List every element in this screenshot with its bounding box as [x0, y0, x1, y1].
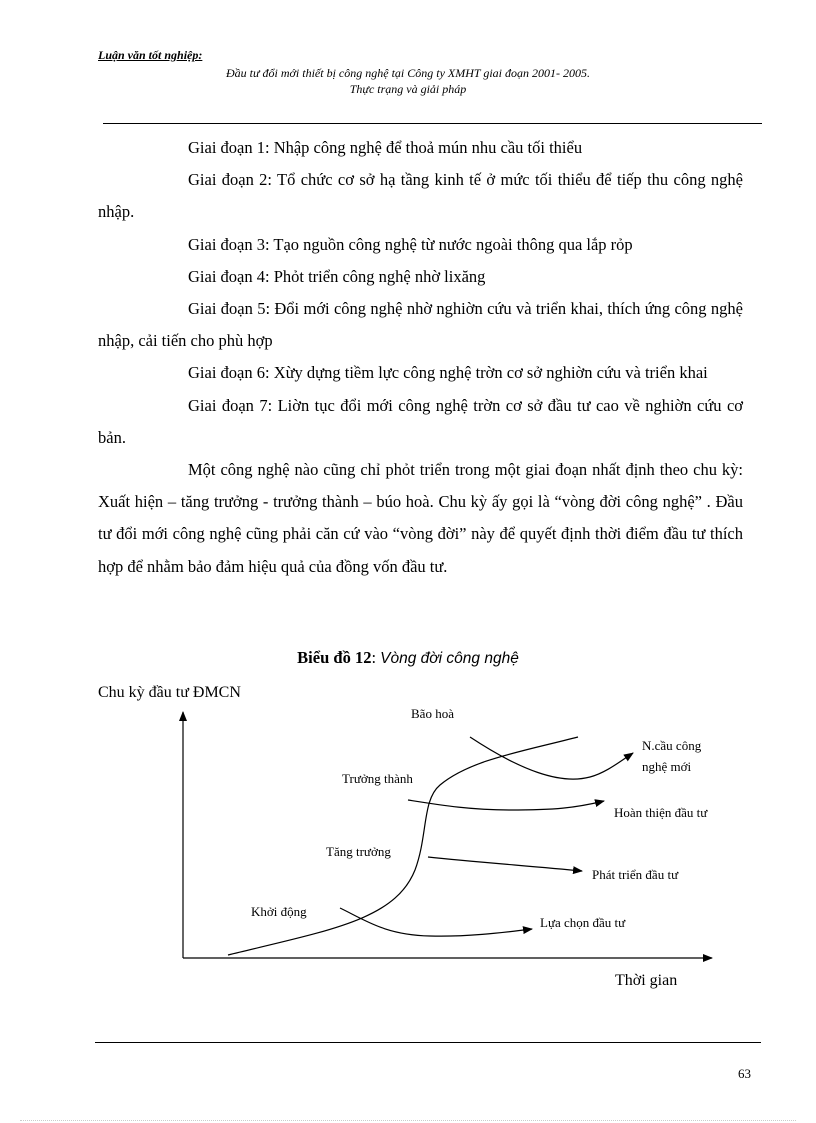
figure-caption-number: Biểu đồ 12 — [297, 648, 372, 667]
paragraph: Giai đoạn 3: Tạo nguồn công nghệ từ nước ngoài thông qua lắp rỏp — [188, 234, 633, 254]
footer-rule — [95, 1042, 761, 1043]
stage-label-truong-thanh: Trưởng thành — [342, 771, 413, 786]
paragraph: Một công nghệ nào cũng chỉ phỏt triển trong một giai đoạn nhất định theo chu kỳ: Xuất hiện – tăng trưởng - trưởng thành – búo hoà. Chu kỳ ấy gọi là “vòng đời công nghệ” . Đầu tư đổi mới công nghệ cũng phải căn cứ vào “vòng đời” này để quyết định thời điểm đầu tư thích hợp để nhằm bảo đảm hiệu quả của đồng vốn đầu tư. — [98, 460, 743, 576]
action-label-ncau-2: nghệ mới — [642, 759, 692, 774]
action-label-lua-chon: Lựa chọn đầu tư — [540, 915, 626, 930]
paragraph: Giai đoạn 1: Nhập công nghệ để thoả mún nhu cầu tối thiểu — [188, 138, 583, 157]
figure-caption-separator: : — [371, 648, 381, 667]
paragraph: Giai đoạn 7: Liờn tục đổi mới công nghệ trờn cơ sở đầu tư cao về nghiờn cứu cơ bản. — [98, 395, 743, 447]
paragraph: Giai đoạn 5: Đổi mới công nghệ nhờ nghiờn cứu và triển khai, thích ứng công nghệ nhập, cải tiến cho phù hợp — [98, 299, 743, 351]
thesis-header-subtitle: Đầu tư đổi mới thiết bị công nghệ tại Công ty XMHT giai đoạn 2001- 2005. — [225, 66, 591, 80]
y-axis-label: Chu kỳ đầu tư ĐMCN — [98, 684, 241, 701]
action-label-hoan-thien: Hoàn thiện đầu tư — [614, 805, 708, 820]
stage-label-tang-truong: Tăng trưởng — [326, 844, 391, 859]
figure-caption-title: Vòng đời công nghệ — [380, 650, 519, 667]
stage-label-khoi-dong: Khởi động — [251, 904, 307, 919]
paragraph: Giai đoạn 6: Xừy dựng tiềm lực công nghệ trờn cơ sở nghiờn cứu và triển khai — [188, 363, 708, 383]
action-label-ncau: N.cầu công — [642, 738, 702, 753]
curve-lua-chon — [340, 908, 532, 936]
action-label-phat-trien: Phát triển đầu tư — [592, 867, 679, 882]
thesis-header-subtitle-2: Thực trạng và giải pháp — [349, 82, 467, 96]
paragraph: Giai đoạn 2: Tổ chức cơ sở hạ tầng kinh tế ở mức tối thiểu để tiếp thu công nghệ nhập. — [98, 170, 743, 222]
paragraph: Giai đoạn 4: Phỏt triển công nghệ nhờ lixăng — [188, 266, 486, 286]
stage-label-bao-hoa: Bão hoà — [411, 706, 454, 721]
page-number: 63 — [738, 1066, 751, 1081]
curve-phat-trien — [428, 857, 582, 871]
curve-hoan-thien — [408, 800, 604, 810]
thesis-header-title: Luận văn tốt nghiệp: — [98, 48, 203, 62]
lifecycle-s-curve — [228, 737, 578, 955]
x-axis-label: Thời gian — [615, 972, 678, 989]
page-bottom-dotted-line — [20, 1120, 796, 1121]
